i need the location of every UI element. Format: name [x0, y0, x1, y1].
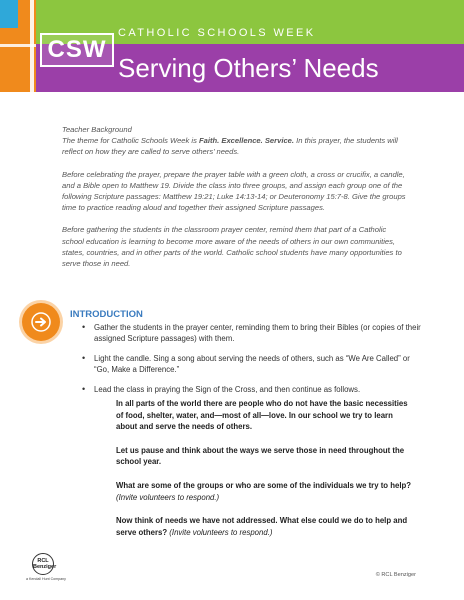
- prayer-text: [116, 398, 416, 550]
- list-item: • Lead the class in praying the Sign of the Cross, and then continue as follows.: [82, 384, 422, 395]
- prayer-paragraph: Let us pause and think about the ways we serve those in need throughout the school year.: [116, 445, 405, 467]
- theme-words: Faith. Excellence. Service.: [199, 136, 295, 146]
- publisher-badge: RCL Benziger: [32, 553, 54, 575]
- prayer-paragraph: Now think of needs we have not addressed. What else could we do to help and serve others? (Invite volunteers to respond.): [116, 516, 408, 537]
- teacher-background: [62, 124, 408, 280]
- prayer-instruction: (Invite volunteers to respond.): [116, 492, 220, 502]
- header-blue-block: [0, 0, 18, 28]
- prayer-paragraph: What are some of the groups or who are some of the individuals we try to help? (Invite volunteers to respond.): [116, 480, 412, 502]
- introduction-steps: [82, 322, 422, 403]
- introduction-heading: INTRODUCTION: [70, 309, 143, 320]
- prayer-instruction: (Invite volunteers to respond.): [167, 527, 273, 537]
- prayer-paragraph: In all parts of the world there are people who do not have the basic necessities of food, shelter, water, and—most of all—love. In our school we try to learn about and serve the needs of others.: [116, 399, 408, 432]
- page-title: Serving Others’ Needs: [118, 53, 379, 83]
- list-item: • Gather the students in the prayer center, reminding them to bring their Bibles (or copies of their assigned Scripture passages) with them.: [82, 322, 422, 345]
- brand-name: CATHOLIC SCHOOLS WEEK: [118, 27, 316, 39]
- arrow-right-icon: [22, 303, 60, 341]
- header-divider-horizontal: [0, 44, 36, 47]
- csw-logo: CSW: [40, 33, 114, 67]
- publisher-logo: [26, 553, 66, 581]
- background-paragraph-gather: Before gathering the students in the classroom prayer center, remind them that part of a Catholic school education is learning to become more aware of the needs of others in our own communities, states, countries, and in other parts of the world. Catholic school students have many opportunities to serve those in need.: [62, 225, 402, 269]
- list-item: • Light the candle. Sing a song about serving the needs of others, such as “We Are Called” or “Go, Make a Difference.”: [82, 353, 422, 376]
- background-label: Teacher Background: [62, 125, 132, 134]
- background-paragraph-prepare: Before celebrating the prayer, prepare the prayer table with a green cloth, a cross or crucifix, a candle, and a Bible open to Matthew 19. Divide the class into three groups, and assign each group one of the following Scripture passages: Matthew 19:21; Luke 14:13-14; or Deuteronomy 15:7-8. Give the groups time to practice reading aloud and together their assigned Scripture passages.: [62, 169, 406, 213]
- copyright-notice: © RCL Benziger: [375, 572, 416, 578]
- page-header: [0, 0, 464, 92]
- publisher-caption: a Kendall Hunt Company: [26, 577, 66, 581]
- background-paragraph-theme: The theme for Catholic Schools Week is Faith. Excellence. Service. In this prayer, the students will reflect on how they are called to serve others’ needs.: [62, 136, 398, 157]
